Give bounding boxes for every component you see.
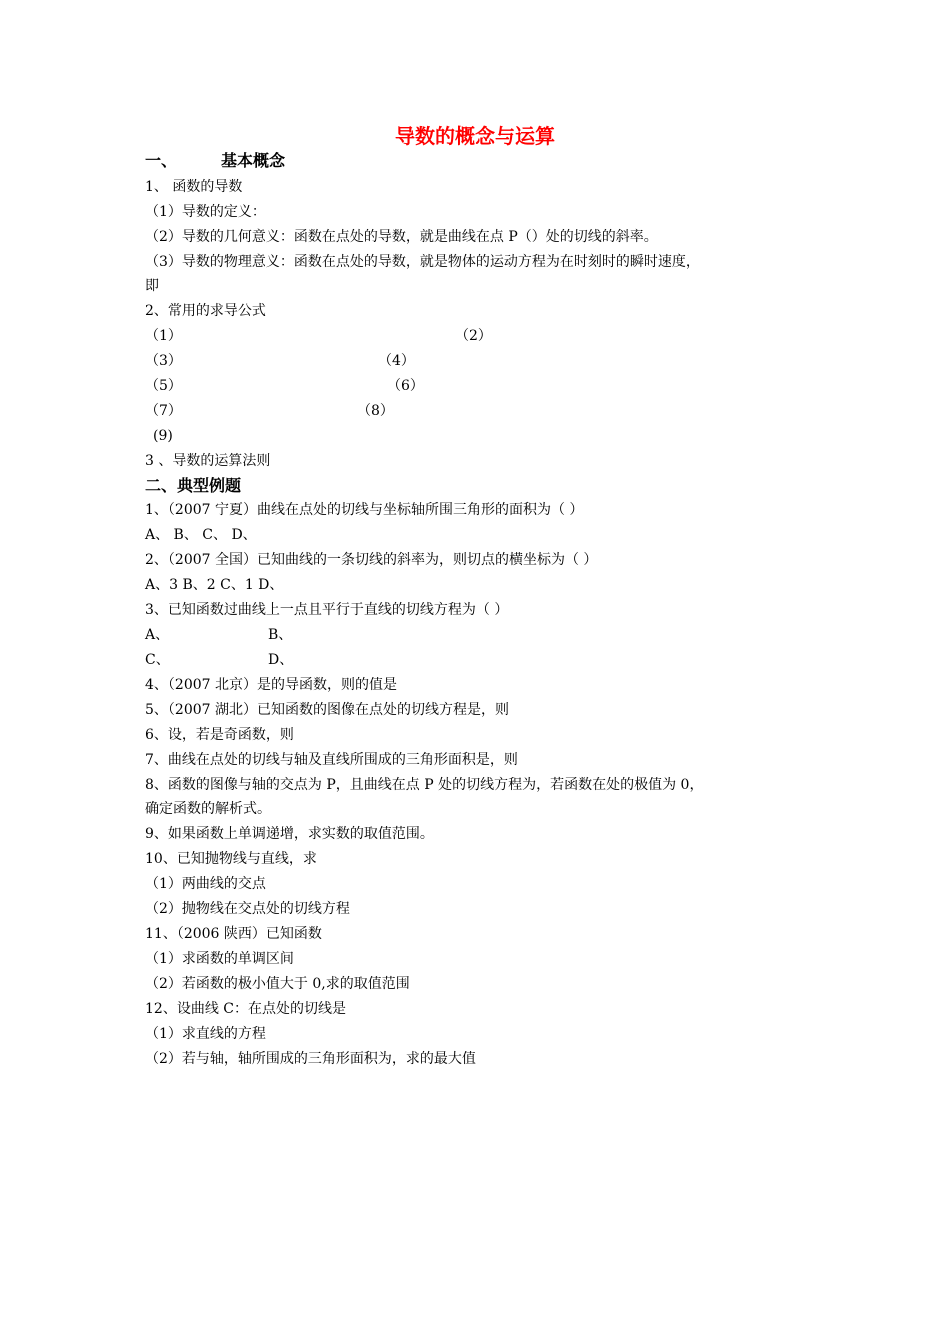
section-number: 一、 — [145, 151, 178, 170]
formula-label: （1） — [145, 328, 182, 344]
formula-label: （2） — [455, 328, 492, 344]
question-line: 2、（2007 全国）已知曲线的一条切线的斜率为，则切点的横坐标为（ ） — [145, 552, 598, 568]
question-line: 10、已知抛物线与直线，求 — [145, 851, 317, 867]
formula-label: （3） — [145, 353, 182, 369]
text-line: 即 — [145, 278, 159, 294]
question-line: 3、已知函数过曲线上一点且平行于直线的切线方程为（ ） — [145, 602, 509, 618]
sub-question: （1）两曲线的交点 — [145, 876, 266, 892]
question-line: 确定函数的解析式。 — [145, 801, 271, 817]
question-line: 6、设，若是奇函数，则 — [145, 727, 294, 743]
text-line: （3）导数的物理意义：函数在点处的导数，就是物体的运动方程为在时刻时的瞬时速度， — [145, 254, 700, 270]
sub-question: （2）抛物线在交点处的切线方程 — [145, 901, 350, 917]
text-line: （1）导数的定义： — [145, 204, 266, 220]
answer-options: A、3 B、2 C、1 D、 — [145, 577, 284, 593]
sub-question: （1）求函数的单调区间 — [145, 951, 294, 967]
text-line: （2）导数的几何意义：函数在点处的导数，就是曲线在点 P（）处的切线的斜率。 — [145, 229, 658, 245]
sub-question: （2）若函数的极小值大于 0,求的取值范围 — [145, 976, 410, 992]
text-line: 2、常用的求导公式 — [145, 303, 266, 319]
text-line: 1、 函数的导数 — [145, 179, 243, 195]
question-line: 8、函数的图像与轴的交点为 P，且曲线在点 P 处的切线方程为，若函数在处的极值为 0， — [145, 777, 704, 793]
formula-label: （7） — [145, 403, 182, 419]
question-line: 1、（2007 宁夏）曲线在点处的切线与坐标轴所围三角形的面积为（ ） — [145, 502, 584, 518]
answer-option: B、 — [268, 627, 293, 643]
answer-option: D、 — [268, 652, 294, 668]
section-title: 基本概念 — [221, 151, 286, 170]
question-line: 4、（2007 北京）是的导函数，则的值是 — [145, 677, 397, 693]
formula-label: （6） — [387, 378, 424, 394]
answer-option: A、 — [145, 627, 170, 643]
sub-question: （1）求直线的方程 — [145, 1026, 266, 1042]
formula-label: （8） — [357, 403, 394, 419]
question-line: 7、曲线在点处的切线与轴及直线所围成的三角形面积是，则 — [145, 752, 518, 768]
formula-label: （5） — [145, 378, 182, 394]
formula-label: （4） — [378, 353, 415, 369]
question-line: 9、如果函数上单调递增，求实数的取值范围。 — [145, 826, 434, 842]
section-heading-examples: 二、典型例题 — [145, 476, 242, 495]
question-line: 5、（2007 湖北）已知函数的图像在点处的切线方程是，则 — [145, 702, 509, 718]
text-line: 3 、导数的运算法则 — [145, 453, 271, 469]
answer-options: A、 B、 C、 D、 — [145, 527, 257, 543]
answer-option: C、 — [145, 652, 170, 668]
document-title: 导数的概念与运算 — [395, 124, 555, 148]
formula-label: (9) — [153, 428, 173, 444]
question-line: 12、设曲线 C：在点处的切线是 — [145, 1001, 346, 1017]
sub-question: （2）若与轴，轴所围成的三角形面积为，求的最大值 — [145, 1051, 476, 1067]
question-line: 11、（2006 陕西）已知函数 — [145, 926, 322, 942]
section-heading-basic-concepts — [145, 150, 285, 172]
